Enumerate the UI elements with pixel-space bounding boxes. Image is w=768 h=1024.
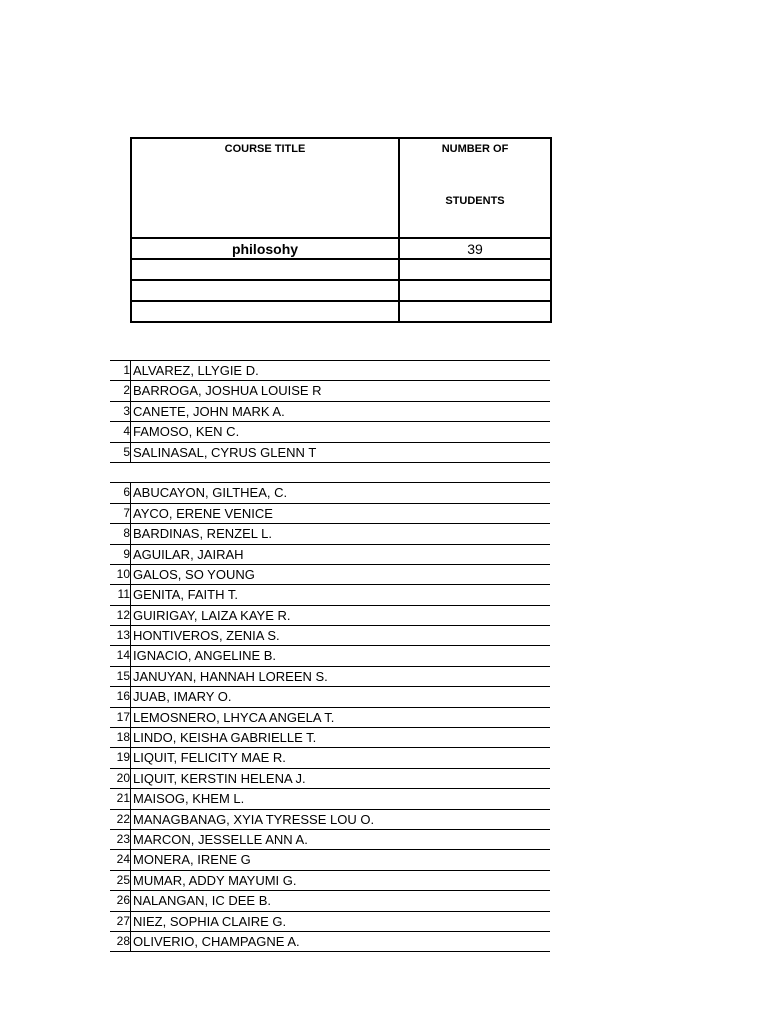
student-name: HONTIVEROS, ZENIA S.: [130, 626, 550, 645]
student-name: SALINASAL, CYRUS GLENN T: [130, 443, 550, 462]
student-row: [110, 747, 550, 767]
student-row: [110, 931, 550, 952]
student-number: 14: [116, 648, 130, 663]
student-row: [110, 421, 550, 441]
student-number: 1: [123, 363, 130, 377]
empty-cell: [131, 301, 399, 322]
student-row: [110, 686, 550, 706]
student-name: GENITA, FAITH T.: [130, 585, 550, 604]
student-number: 19: [116, 750, 130, 765]
student-number: 13: [116, 628, 130, 643]
student-row: [110, 870, 550, 890]
student-name: GUIRIGAY, LAIZA KAYE R.: [130, 606, 550, 625]
student-number: 21: [116, 791, 130, 806]
student-name: JANUYAN, HANNAH LOREEN S.: [130, 667, 550, 686]
student-row: [110, 442, 550, 462]
student-name: MONERA, IRENE G: [130, 850, 550, 869]
group-separator-row: [110, 462, 550, 482]
student-number: 8: [123, 526, 130, 541]
student-row: [110, 645, 550, 665]
student-row: [110, 890, 550, 910]
student-number: 3: [123, 403, 130, 418]
student-row: [110, 849, 550, 869]
student-row: [110, 380, 550, 400]
student-row: [110, 809, 550, 829]
student-row: [110, 911, 550, 931]
student-number: 10: [116, 566, 130, 581]
course-title-header-cell: [131, 138, 399, 238]
student-row: [110, 666, 550, 686]
student-number: 9: [123, 546, 130, 561]
student-name: NALANGAN, IC DEE B.: [130, 891, 550, 910]
summary-empty-row: [131, 280, 551, 301]
summary-header-row: [131, 138, 551, 238]
student-name: IGNACIO, ANGELINE B.: [130, 646, 550, 665]
student-number: 15: [116, 668, 130, 683]
course-title-header: COURSE TITLE: [224, 143, 306, 155]
student-name: LEMOSNERO, LHYCA ANGELA T.: [130, 708, 550, 727]
student-number: 28: [116, 933, 130, 948]
student-name: GALOS, SO YOUNG: [130, 565, 550, 584]
student-name: MARCON, JESSELLE ANN A.: [130, 830, 550, 849]
student-number: 2: [123, 383, 130, 398]
student-row: [110, 829, 550, 849]
student-count-value: 39: [399, 238, 551, 259]
student-number: 26: [116, 893, 130, 908]
student-number: 17: [116, 709, 130, 724]
student-name: LINDO, KEISHA GABRIELLE T.: [130, 728, 550, 747]
student-name: OLIVERIO, CHAMPAGNE A.: [130, 932, 550, 951]
student-number: 24: [116, 852, 130, 867]
empty-cell: [131, 280, 399, 301]
student-number: 23: [116, 831, 130, 846]
student-name: NIEZ, SOPHIA CLAIRE G.: [130, 912, 550, 931]
student-number: 12: [116, 607, 130, 622]
student-row: [110, 788, 550, 808]
summary-empty-row: [131, 301, 551, 322]
student-row: [110, 564, 550, 584]
student-name: AYCO, ERENE VENICE: [130, 504, 550, 523]
student-count-header-line2: STUDENTS: [445, 195, 505, 207]
student-number: 22: [116, 811, 130, 826]
student-name: LIQUIT, KERSTIN HELENA J.: [130, 769, 550, 788]
student-number: 18: [116, 730, 130, 745]
student-name: ALVAREZ, LLYGIE D.: [130, 361, 550, 380]
empty-cell: [399, 259, 551, 280]
student-number: 4: [123, 424, 130, 439]
student-row: [110, 544, 550, 564]
student-name: AGUILAR, JAIRAH: [130, 545, 550, 564]
student-row: [110, 707, 550, 727]
student-name: ABUCAYON, GILTHEA, C.: [130, 483, 550, 502]
student-name: MAISOG, KHEM L.: [130, 789, 550, 808]
student-number: 16: [116, 689, 130, 704]
student-row: [110, 503, 550, 523]
student-count-header-cell: [399, 138, 551, 238]
student-name: FAMOSO, KEN C.: [130, 422, 550, 441]
student-name: MUMAR, ADDY MAYUMI G.: [130, 871, 550, 890]
student-row: [110, 605, 550, 625]
student-name: BARROGA, JOSHUA LOUISE R: [130, 381, 550, 400]
course-title-value: philosohy: [131, 238, 399, 259]
student-count-header-line1: NUMBER OF: [441, 143, 509, 155]
student-row: [110, 482, 550, 502]
student-row: [110, 768, 550, 788]
empty-cell: [399, 301, 551, 322]
student-number: 6: [123, 485, 130, 500]
student-row: [110, 401, 550, 421]
student-number: 7: [123, 505, 130, 520]
student-row: [110, 727, 550, 747]
student-name: CANETE, JOHN MARK A.: [130, 402, 550, 421]
empty-cell: [399, 280, 551, 301]
student-number: 5: [123, 444, 130, 459]
student-name: BARDINAS, RENZEL L.: [130, 524, 550, 543]
student-row: [110, 625, 550, 645]
course-summary-table: [130, 137, 552, 323]
student-row: [110, 523, 550, 543]
student-roster: [110, 360, 550, 952]
student-number: 27: [116, 913, 130, 928]
student-name: MANAGBANAG, XYIA TYRESSE LOU O.: [130, 810, 550, 829]
student-name: JUAB, IMARY O.: [130, 687, 550, 706]
student-row: [110, 584, 550, 604]
student-name: LIQUIT, FELICITY MAE R.: [130, 748, 550, 767]
empty-cell: [131, 259, 399, 280]
student-number: 25: [116, 872, 130, 887]
summary-data-row: [131, 238, 551, 259]
student-row: [110, 360, 550, 380]
student-number: 20: [116, 770, 130, 785]
student-number: 11: [117, 587, 130, 602]
summary-empty-row: [131, 259, 551, 280]
